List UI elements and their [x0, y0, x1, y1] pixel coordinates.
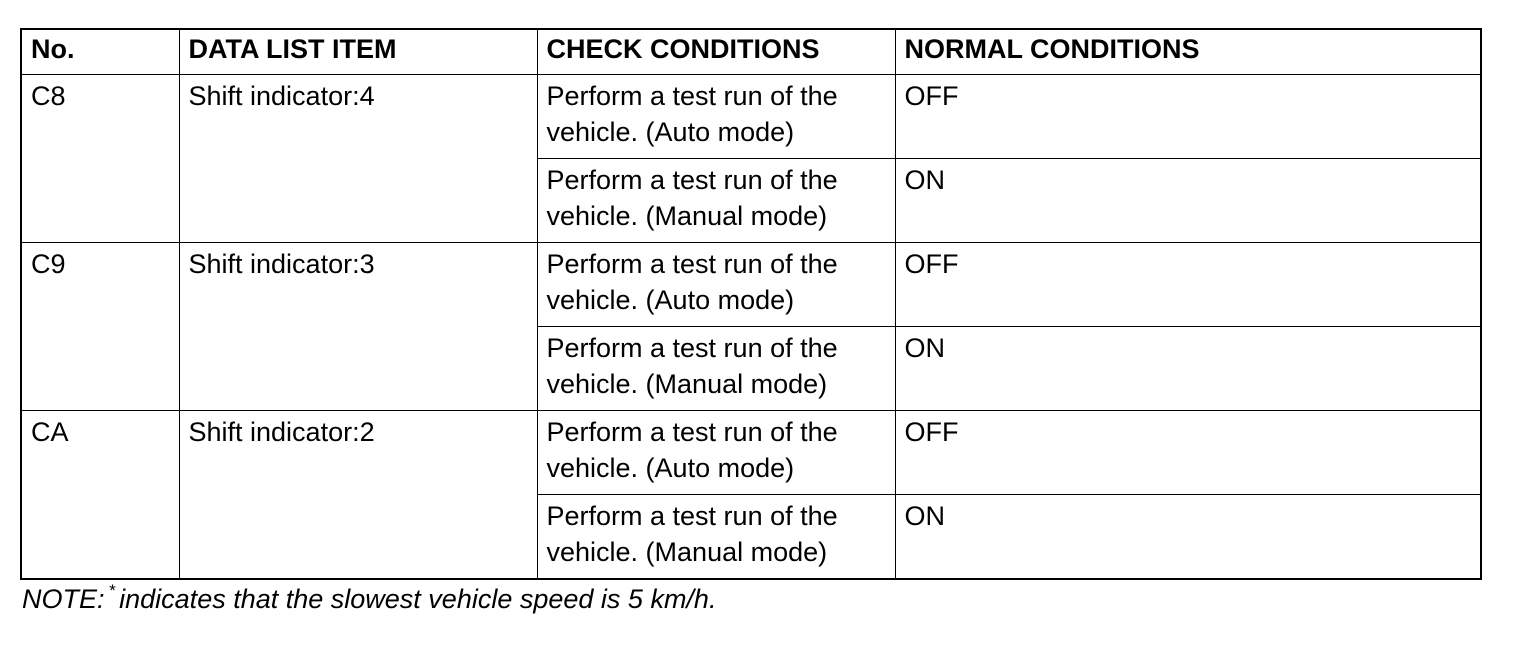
data-list-table [20, 28, 1482, 580]
cell-data-list-item: Shift indicator:2 [179, 411, 537, 580]
cell-no: C9 [21, 243, 179, 411]
table-header-row [21, 29, 1481, 75]
cell-check-condition: Perform a test run of the vehicle. (Auto mode) [537, 411, 895, 495]
header-no: No. [21, 29, 179, 75]
cell-normal-condition: ON [895, 159, 1481, 243]
note-text: indicates that the slowest vehicle speed is 5 km/h. [119, 584, 717, 614]
note-prefix: NOTE: [22, 584, 105, 614]
cell-check-condition: Perform a test run of the vehicle. (Auto mode) [537, 243, 895, 327]
table-row [21, 411, 1481, 495]
cell-data-list-item: Shift indicator:3 [179, 243, 537, 411]
cell-normal-condition: ON [895, 495, 1481, 580]
cell-check-condition: Perform a test run of the vehicle. (Manual mode) [537, 159, 895, 243]
table-row [21, 75, 1481, 159]
header-normal-conditions: NORMAL CONDITIONS [895, 29, 1481, 75]
cell-no: C8 [21, 75, 179, 243]
cell-check-condition: Perform a test run of the vehicle. (Auto mode) [537, 75, 895, 159]
header-data-list-item: DATA LIST ITEM [179, 29, 537, 75]
cell-normal-condition: ON [895, 327, 1481, 411]
cell-normal-condition: OFF [895, 411, 1481, 495]
cell-normal-condition: OFF [895, 75, 1481, 159]
cell-data-list-item: Shift indicator:4 [179, 75, 537, 243]
table-note [22, 582, 742, 616]
cell-normal-condition: OFF [895, 243, 1481, 327]
note-asterisk-marker: * [108, 581, 116, 600]
header-check-conditions: CHECK CONDITIONS [537, 29, 895, 75]
cell-no: CA [21, 411, 179, 580]
cell-check-condition: Perform a test run of the vehicle. (Manual mode) [537, 327, 895, 411]
cell-check-condition: Perform a test run of the vehicle. (Manual mode) [537, 495, 895, 580]
table-row [21, 243, 1481, 327]
